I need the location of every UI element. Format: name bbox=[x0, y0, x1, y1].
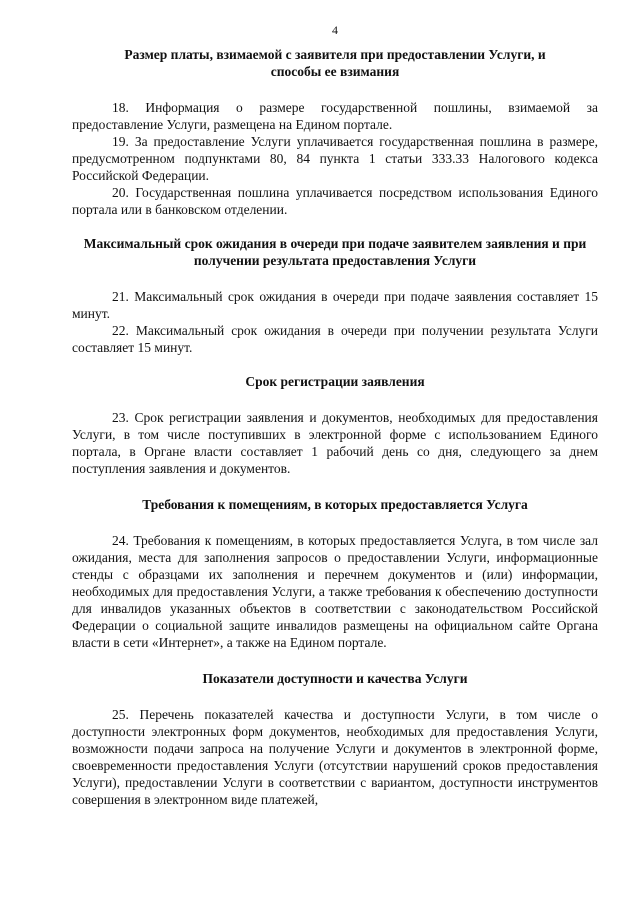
paragraph-22: 22. Максимальный срок ожидания в очереди при получении результата Услуги составляет 15 минут. bbox=[72, 323, 598, 355]
paragraph-21: 21. Максимальный срок ожидания в очереди при подаче заявления составляет 15 минут. bbox=[72, 289, 598, 321]
section-quality bbox=[72, 670, 598, 808]
section-heading: Показатели доступности и качества Услуги bbox=[202, 671, 468, 686]
section-payment bbox=[72, 46, 598, 218]
section-registration bbox=[72, 373, 598, 477]
paragraph-18: 18. Информация о размере государственной пошлины, взимаемой за предоставление Услуги, размещена на Едином портале. bbox=[72, 100, 598, 132]
paragraph-23: 23. Срок регистрации заявления и документов, необходимых для предоставления Услуги, в том числе поступивших в электронной форме с использованием Единого портала, в Органе власти составляет 1 рабочий день со дня, следующего за днем поступления заявления и документов. bbox=[72, 410, 598, 476]
section-heading: Срок регистрации заявления bbox=[245, 374, 425, 389]
paragraph-24: 24. Требования к помещениям, в которых предоставляется Услуга, в том числе зал ожидания, места для заполнения запросов о предоставлении Услуги, информационные стенды с образцами их заполнения и перечнем документов и (или) информации, необходимых для предоставления Услуги, а также требования к обеспечению доступности для инвалидов указанных объектов в соответствии с законодательством Российской Федерации о социальной защите инвалидов размещены на официальном сайте Органа власти в сети «Интернет», а также на Едином портале. bbox=[72, 533, 598, 650]
section-heading: Максимальный срок ожидания в очереди при подаче заявителем заявления и при получении результата предоставления Услуги bbox=[83, 236, 587, 268]
section-heading: Требования к помещениям, в которых предоставляется Услуга bbox=[142, 497, 528, 512]
section-queue-time bbox=[72, 235, 598, 356]
paragraph-25: 25. Перечень показателей качества и доступности Услуги, в том числе о доступности электронных форм документов, необходимых для предоставления Услуги, возможности подачи запроса на получение Услуги и документов в электронной форме, своевременности предоставления Услуги (отсутствии нарушений сроков предоставления Услуги), предоставлении Услуги в соответствии с вариантом, доступности инструментов совершения в электронном виде платежей, bbox=[72, 707, 598, 807]
section-premises bbox=[72, 496, 598, 651]
paragraph-19: 19. За предоставление Услуги уплачивается государственная пошлина в размере, предусмотренном подпунктами 80, 84 пункта 1 статьи 333.33 Налогового кодекса Российской Федерации. bbox=[72, 134, 598, 183]
paragraph-20: 20. Государственная пошлина уплачивается посредством использования Единого портала или в банковском отделении. bbox=[72, 185, 598, 217]
page-number: 4 bbox=[332, 23, 338, 37]
document-page bbox=[72, 22, 598, 808]
section-heading: Размер платы, взимаемой с заявителя при предоставлении Услуги, и способы ее взимания bbox=[124, 47, 546, 79]
